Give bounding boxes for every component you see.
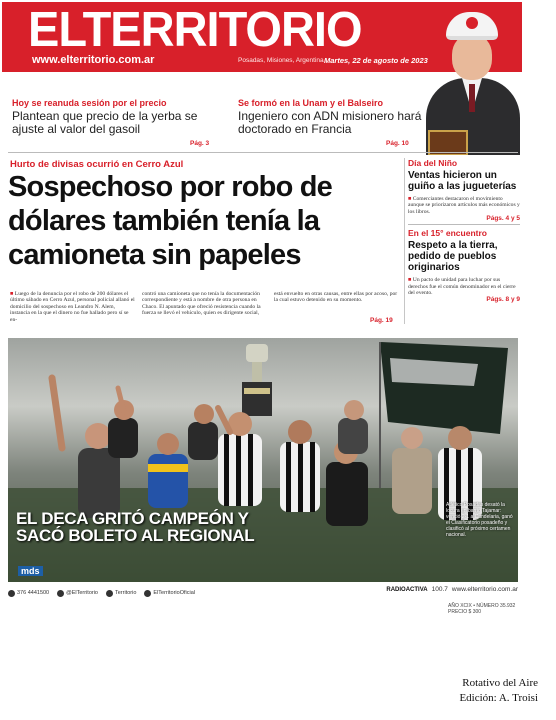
mds-logo: mds <box>18 566 43 576</box>
footer-url[interactable]: www.elterritorio.com.ar <box>451 586 518 593</box>
side-kicker: En el 15° encuentro <box>408 228 487 239</box>
side-body-text: Un pacto de unidad para luchar por sus derechos fue el común denominador en el cierre del evento. <box>408 277 516 297</box>
twitter-icon <box>57 590 64 597</box>
masthead-place: Posadas, Misiones, Argentina <box>238 57 324 64</box>
whatsapp-icon <box>8 590 15 597</box>
footer-instagram-text: ElTerritorioOficial <box>153 590 195 596</box>
side-column <box>408 158 520 303</box>
edition-info <box>448 603 515 615</box>
radio-frequency: 100.7 <box>431 586 448 593</box>
teaser-page: Pág. 3 <box>190 140 210 147</box>
facebook-icon <box>106 590 113 597</box>
footer-twitter-text: @ElTerritorio <box>66 590 98 596</box>
side-page: Págs. 8 y 9 <box>486 296 520 304</box>
teaser-headline: Ingeniero con ADN misionero hará doctorado en Francia <box>238 109 422 136</box>
engineer-portrait-photo <box>422 10 522 155</box>
footer-facebook[interactable] <box>106 590 136 597</box>
lead-col-1 <box>10 291 136 325</box>
side-story-dia-nino[interactable] <box>408 158 520 222</box>
credits <box>459 676 538 706</box>
footer-instagram[interactable] <box>144 590 195 597</box>
teaser-ingeniero[interactable] <box>238 98 428 136</box>
newspaper-front-page <box>2 2 522 618</box>
portrait-face <box>452 34 492 80</box>
side-page: Págs. 4 y 5 <box>486 215 520 223</box>
lead-page: Pág. 19 <box>370 317 393 324</box>
teaser-kicker: Se formó en la Unam y el Balseiro <box>238 98 384 108</box>
bullet-icon: ■ <box>10 291 15 297</box>
side-body-text: Comerciantes destacaron el movimiento aunque se priorizaron artículos más económicos y los libros. <box>408 196 520 215</box>
teaser-yerba[interactable] <box>12 98 222 136</box>
edition-price: PRECIO $ 300 <box>448 609 482 615</box>
teaser-page: Pág. 10 <box>386 140 409 147</box>
hardhat-logo-icon <box>466 17 478 29</box>
side-story-pueblos[interactable] <box>408 228 520 303</box>
column-divider <box>404 158 405 324</box>
lead-body <box>10 291 400 325</box>
lead-headline[interactable]: Sospechoso por robo de dólares también tenía la camioneta sin papeles <box>8 171 332 271</box>
football-celebration-photo[interactable] <box>8 338 518 582</box>
side-body <box>408 277 520 296</box>
footer-phone-text: 376 4441500 <box>17 590 50 596</box>
credits-line-2: Edición: A. Troisi <box>459 692 538 704</box>
footer-phone[interactable] <box>8 590 49 597</box>
credits-line-1: Rotativo del Aire <box>462 677 538 689</box>
photo-caption: Atlético Posadas desató la locura en barrio Tajamar: venció 2-1 a Candelaria, ganó el Clasificatorio posadeño y clasificó al próximo certamen nacional. <box>446 502 513 538</box>
masthead-url: www.elterritorio.com.ar <box>32 54 155 66</box>
radio-brand: RADIOACTIVA <box>386 586 428 593</box>
divider <box>408 224 520 225</box>
lead-kicker: Hurto de divisas ocurrió en Cerro Azul <box>10 159 184 170</box>
newspaper-logo: ELTERRITORIO <box>28 2 362 57</box>
edition-number: AÑO XCIX • NÚMERO 35.932 <box>448 603 516 609</box>
side-kicker: Día del Niño <box>408 158 458 168</box>
side-headline: Respeto a la tierra, pedido de pueblos originarios <box>408 240 498 274</box>
footer-twitter[interactable] <box>57 590 98 597</box>
instagram-icon <box>144 590 151 597</box>
divider <box>8 152 518 153</box>
photo-headline: EL DECA GRITÓ CAMPEÓN Y SACÓ BOLETO AL REGIONAL <box>16 509 255 545</box>
photo-scene <box>8 338 518 582</box>
masthead-date: Martes, 22 de agosto de 2023 <box>324 56 428 65</box>
side-headline: Ventas hicieron un guiño a las jugueterías <box>408 170 517 192</box>
bullet-icon: ■ <box>408 196 413 202</box>
teaser-kicker: Hoy se reanuda sesión por el precio <box>12 98 167 108</box>
lead-col-text: Luego de la denuncia por el robo de 200 dólares el último sábado en Cerro Azul, personal policial allanó el domicilio del sospechoso en Leandro N. Alem, instancia en la que el dinero no fue hallado pero sí se en- <box>10 291 135 323</box>
bullet-icon: ■ <box>408 277 413 284</box>
teaser-headline: Plantean que precio de la yerba se ajuste al valor del gasoil <box>12 109 198 136</box>
lead-col-3: está envuelto en otras causas, entre ellas por acoso, por la cual estuvo detenido en su momento. <box>274 291 398 304</box>
lead-col-2: contró una camioneta que no tenía la documentación correspondiente y está a nombre de otra persona en Chaco. El apuntado que ofreció resistencia cuando la fuerza se llevó el vehículo, quien es dirigente social, <box>142 291 261 317</box>
footer-facebook-text: Territorio <box>115 590 137 596</box>
footer-right <box>386 586 518 593</box>
portrait-tie <box>469 84 475 112</box>
side-body <box>408 196 520 215</box>
